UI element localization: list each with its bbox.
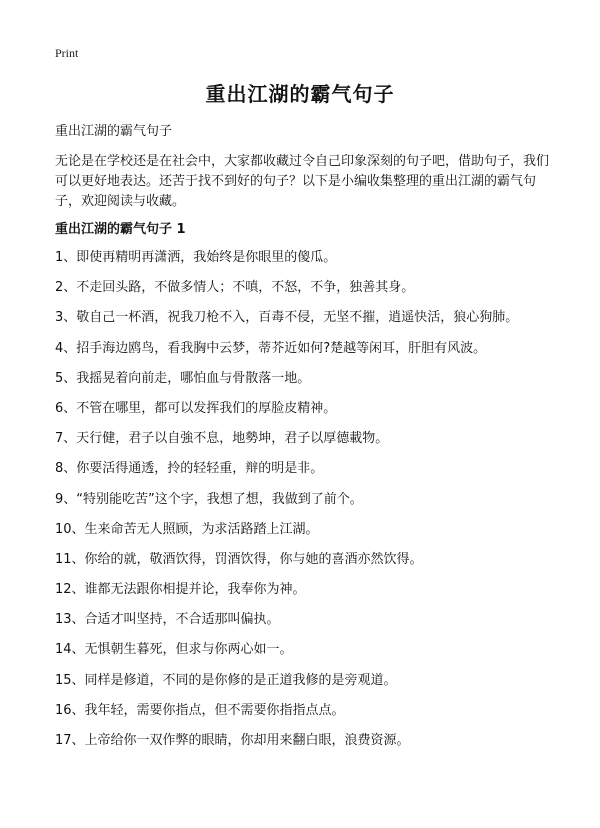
list-item: 7、天行健，君子以自強不息，地勢坤，君子以厚德載物。 [55, 431, 389, 447]
list-item: 15、同样是修道，不同的是你修的是正道我修的是旁观道。 [55, 672, 397, 688]
list-item: 9、“特别能吃苦”这个字，我想了想，我做到了前个。 [55, 491, 363, 507]
list-item: 17、上帝给你一双作弊的眼睛，你却用来翻白眼，浪费资源。 [55, 733, 410, 748]
intro-paragraph: 无论是在学校还是在社会中，大家都收藏过令自己印象深刻的句子吧，借助句子，我们可以更好地表达。还苦于找不到好的句子？以下是小编收集整理的重出江湖的霸气句子，欢迎阅读与收藏。 [55, 154, 550, 209]
print-link[interactable]: Print [55, 46, 79, 60]
list-item: 1、即使再精明再潇洒，我始终是你眼里的傻瓜。 [55, 250, 337, 265]
page-title: 重出江湖的霸气句子 [205, 82, 395, 106]
list-item: 5、我摇晃着向前走，哪怕血与骨散落一地。 [55, 370, 311, 386]
quote-list [55, 248, 575, 761]
list-item: 6、不管在哪里，都可以发挥我们的厚脸皮精神。 [55, 400, 337, 416]
list-item: 2、不走回头路，不做多情人；不嗔，不怒，不争，独善其身。 [55, 280, 415, 296]
list-item: 14、无惧朝生暮死，但求与你两心如一。 [55, 642, 293, 658]
article-subtitle: 重出江湖的霸气句子 [55, 124, 173, 139]
list-item: 13、合适才叫坚持，不合适那叫偏执。 [55, 612, 280, 628]
section-heading: 重出江湖的霸气句子 1 [55, 222, 186, 237]
list-item: 10、生来命苦无人照顾，为求活路踏上江湖。 [55, 521, 319, 537]
list-item: 16、我年轻，需要你指点，但不需要你指指点点。 [55, 702, 345, 718]
list-item: 12、谁都无法跟你相提并论，我奉你为神。 [55, 582, 306, 598]
list-item: 8、你要活得通透，拎的轻轻重，辩的明是非。 [55, 461, 324, 477]
list-item: 4、招手海边鸥鸟，看我胸中云梦，蒂芥近如何?楚越等闲耳，肝胆有风波。 [55, 340, 487, 356]
list-item: 11、你给的就，敬酒饮得，罚酒饮得，你与她的喜酒亦然饮得。 [55, 551, 423, 567]
list-item: 3、敬自己一杯酒，祝我刀枪不入，百毒不侵，无坚不摧，逍遥快活，狼心狗肺。 [55, 310, 519, 326]
